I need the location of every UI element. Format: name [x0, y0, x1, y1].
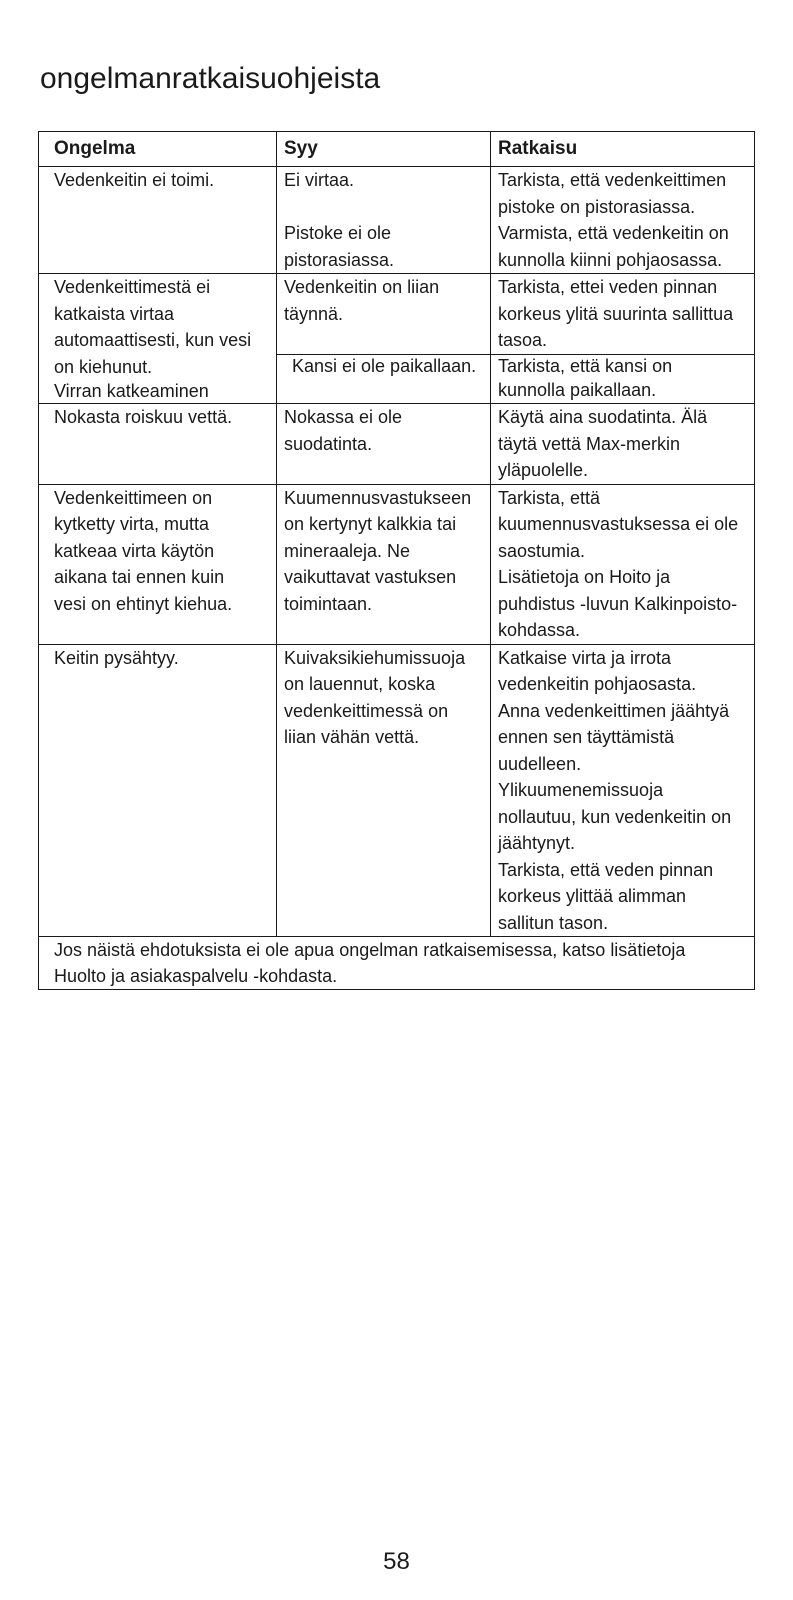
- solution-text: Tarkista, että kansi on: [498, 356, 673, 377]
- problem-cell: [39, 167, 277, 274]
- header-solution: Ratkaisu: [491, 132, 755, 167]
- solution-text: Tarkista, että vedenkeittimen: [498, 170, 727, 190]
- solution-text: täytä vettä Max-merkin: [498, 433, 681, 454]
- solution-text: Tarkista, ettei veden pinnan: [498, 277, 718, 297]
- problem-text: Vedenkeittimestä ei: [54, 277, 211, 297]
- problem-text: Keitin pysähtyy.: [54, 647, 179, 668]
- solution-cell: [491, 484, 755, 644]
- cause-cell: [277, 355, 491, 404]
- cause-text: on lauennut, koska: [284, 674, 436, 694]
- cause-text: vaikuttavat vastuksen: [284, 567, 457, 587]
- problem-text: Virran katkeaminen: [54, 381, 209, 401]
- cause-text: Kansi ei ole paikallaan.: [292, 356, 477, 377]
- footer-text: Jos näistä ehdotuksista ei ole apua ongelman ratkaisemisessa, katso lisätietoja: [54, 940, 686, 960]
- cause-cell: [277, 274, 491, 355]
- problem-text: aikana tai ennen kuin: [54, 567, 225, 587]
- cause-cell: [277, 404, 491, 485]
- cause-text: mineraaleja. Ne: [284, 540, 411, 561]
- solution-text: sallitun tason.: [498, 912, 609, 933]
- solution-text: ennen sen täyttämistä: [498, 727, 675, 747]
- solution-cell: [491, 404, 755, 485]
- cause-text: on kertynyt kalkkia tai: [284, 514, 457, 534]
- table-row: [39, 167, 755, 274]
- solution-text: Käytä aina suodatinta. Älä: [498, 407, 708, 427]
- problem-text: katkeaa virta käytön: [54, 540, 215, 561]
- solution-text: saostumia.: [498, 540, 586, 561]
- cause-text: täynnä.: [284, 303, 344, 324]
- solution-cell: [491, 274, 755, 355]
- problem-text: automaattisesti, kun vesi: [54, 330, 252, 350]
- solution-text: uudelleen.: [498, 753, 582, 774]
- cause-cell: [277, 484, 491, 644]
- solution-cell: [491, 355, 755, 404]
- solution-text: korkeus ylitä suurinta sallittua: [498, 303, 734, 324]
- solution-text: Tarkista, että veden pinnan: [498, 859, 714, 880]
- troubleshooting-table: [38, 131, 755, 990]
- solution-text: Varmista, että vedenkeitin on: [498, 223, 729, 243]
- cause-text: Nokassa ei ole: [284, 407, 403, 427]
- solution-cell: [491, 167, 755, 274]
- solution-text: Anna vedenkeittimen jäähtyä: [498, 700, 730, 721]
- problem-text: katkaista virtaa: [54, 303, 175, 324]
- cause-text: Pistoke ei ole: [284, 223, 392, 243]
- page-title: ongelmanratkaisuohjeista: [40, 62, 381, 95]
- solution-text: korkeus ylittää alimman: [498, 886, 687, 906]
- table-row: [39, 484, 755, 644]
- solution-cell: [491, 644, 755, 937]
- problem-cell: [39, 404, 277, 485]
- solution-text: kunnolla paikallaan.: [498, 379, 657, 400]
- footer-text: Huolto ja asiakaspalvelu -kohdasta.: [54, 966, 338, 986]
- cause-cell: [277, 167, 491, 274]
- solution-text: puhdistus -luvun Kalkinpoisto-: [498, 593, 738, 614]
- problem-text: kytketty virta, mutta: [54, 514, 210, 534]
- cause-text: vedenkeittimessä on: [284, 700, 449, 721]
- cause-text: Kuumennusvastukseen: [284, 487, 472, 508]
- page-number: 58: [383, 1548, 410, 1575]
- solution-text: jäähtynyt.: [498, 833, 576, 853]
- problem-text: Vedenkeitin ei toimi.: [54, 170, 215, 190]
- cause-text: Kuivaksikiehumissuoja: [284, 647, 466, 668]
- solution-text: kunnolla kiinni pohjaosassa.: [498, 249, 723, 270]
- problem-cell: [39, 484, 277, 644]
- cause-text: suodatinta.: [284, 433, 373, 454]
- table-header-row: [39, 132, 755, 167]
- table-row: [39, 274, 755, 355]
- solution-text: kohdassa.: [498, 620, 581, 640]
- solution-text: vedenkeitin pohjaosasta.: [498, 674, 697, 694]
- solution-text: nollautuu, kun vedenkeitin on: [498, 806, 732, 827]
- solution-text: Tarkista, että: [498, 487, 601, 508]
- footer-note: [39, 937, 755, 990]
- solution-text: yläpuolelle.: [498, 460, 589, 480]
- problem-cell: [39, 274, 277, 404]
- solution-text: tasoa.: [498, 330, 548, 350]
- cause-text: pistorasiassa.: [284, 249, 395, 270]
- problem-text: Vedenkeittimeen on: [54, 487, 213, 508]
- solution-text: Ylikuumenemissuoja: [498, 780, 664, 800]
- solution-text: pistoke on pistorasiassa.: [498, 196, 696, 217]
- cause-text: toimintaan.: [284, 593, 373, 614]
- solution-text: Katkaise virta ja irrota: [498, 647, 672, 668]
- cause-cell: [277, 644, 491, 937]
- solution-text: Lisätietoja on Hoito ja: [498, 567, 671, 587]
- cause-text: Ei virtaa.: [284, 170, 355, 190]
- problem-cell: [39, 644, 277, 937]
- cause-text: Vedenkeitin on liian: [284, 277, 440, 297]
- header-problem: Ongelma: [39, 132, 277, 167]
- problem-text: vesi on ehtinyt kiehua.: [54, 593, 233, 614]
- table-footer-row: [39, 937, 755, 990]
- solution-text: kuumennusvastuksessa ei ole: [498, 514, 739, 534]
- table-row: [39, 644, 755, 937]
- problem-text: on kiehunut.: [54, 356, 153, 377]
- table-row: [39, 404, 755, 485]
- header-cause: Syy: [277, 132, 491, 167]
- cause-text: liian vähän vettä.: [284, 727, 420, 747]
- problem-text: Nokasta roiskuu vettä.: [54, 407, 233, 427]
